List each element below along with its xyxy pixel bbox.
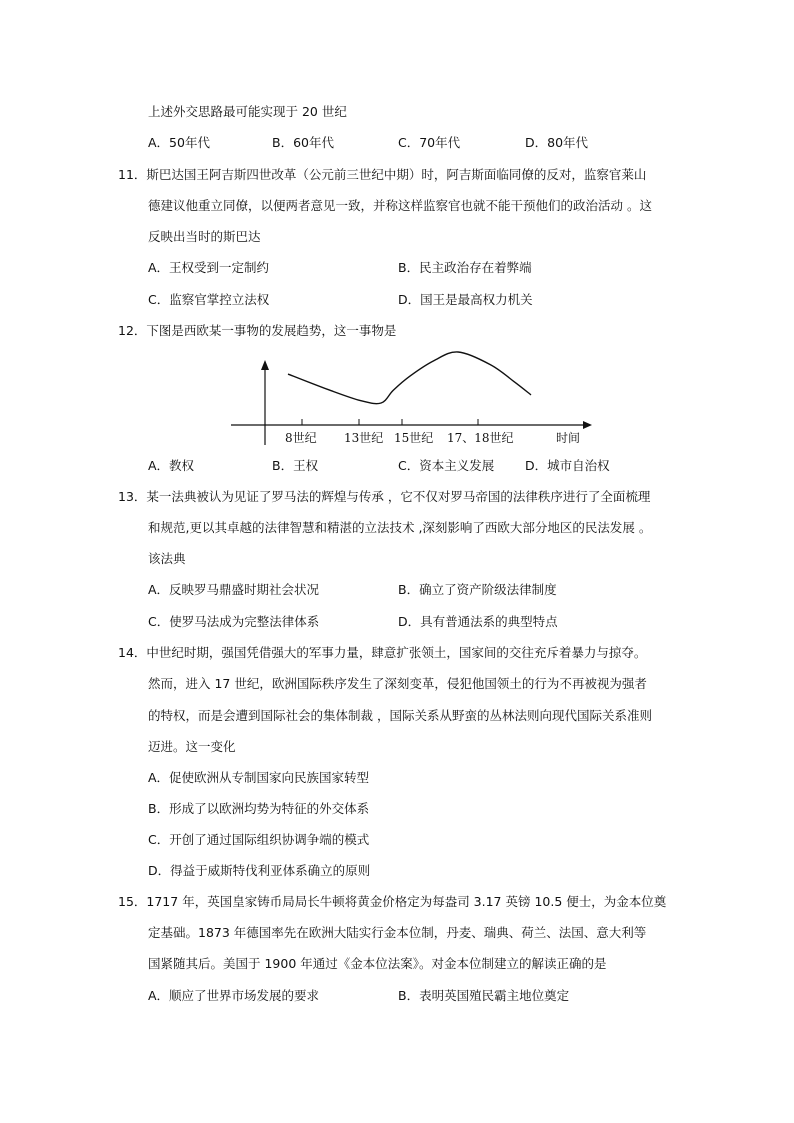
series-line bbox=[288, 352, 531, 404]
q11-stem-line-1: 11．斯巴达国王阿吉斯四世改革（公元前三世纪中期）时，阿吉斯面临同僚的反对，监察官莱山 bbox=[118, 167, 647, 182]
q13-option-a: A．反映罗马鼎盛时期社会状况 bbox=[148, 582, 320, 597]
q15-stem-line-1: 15．1717 年，英国皇家铸币局局长牛顿将黄金价格定为每盎司 3.17 英镑 10.5 便士，为金本位奠 bbox=[118, 894, 667, 909]
chart-ticks bbox=[302, 419, 478, 425]
q13-option-b: B．确立了资产阶级法律制度 bbox=[398, 582, 557, 597]
q11-stem-line-2: 德建议他重立同僚，以便两者意见一致，并称这样监察官也就不能干预他们的政治活动 。这 bbox=[148, 198, 652, 213]
x-tick-label: 17、18世纪 bbox=[447, 431, 514, 445]
q12-option-b: B．王权 bbox=[272, 458, 319, 473]
q12-option-d: D．城市自治权 bbox=[525, 458, 610, 473]
q15-option-a: A．顺应了世界市场发展的要求 bbox=[148, 988, 320, 1003]
q15-option-b: B．表明英国殖民霸主地位奠定 bbox=[398, 988, 570, 1003]
q12-option-a: A．教权 bbox=[148, 458, 195, 473]
q10-option-b: B．60年代 bbox=[272, 135, 334, 150]
q11-option-c: C．监察官掌控立法权 bbox=[148, 292, 270, 307]
q11-option-a: A．王权受到一定制约 bbox=[148, 260, 270, 275]
x-tick-label: 8世纪 bbox=[285, 431, 317, 445]
x-tick-label: 15世纪 bbox=[394, 431, 434, 445]
y-axis-arrow bbox=[261, 360, 269, 370]
q14-stem-line-2: 然而，进入 17 世纪，欧洲国际秩序发生了深刻变革，侵犯他国领土的行为不再被视为强者 bbox=[148, 676, 647, 691]
q14-stem-line-1: 14．中世纪时期，强国凭借强大的军事力量，肆意扩张领土，国家间的交往充斥着暴力与掠夺。 bbox=[118, 645, 647, 660]
q14-option-d: D．得益于威斯特伐利亚体系确立的原则 bbox=[148, 863, 371, 878]
q10-option-d: D．80年代 bbox=[525, 135, 589, 150]
q13-option-c: C．使罗马法成为完整法律体系 bbox=[148, 614, 320, 629]
q13-stem-line-3: 该法典 bbox=[148, 551, 186, 566]
q14-option-c: C．开创了通过国际组织协调争端的模式 bbox=[148, 832, 370, 847]
q15-stem-line-2: 定基础。1873 年德国率先在欧洲大陆实行金本位制，丹麦、瑞典、荷兰、法国、意大利等 bbox=[148, 925, 647, 940]
q11-stem-line-3: 反映出当时的斯巴达 bbox=[148, 229, 261, 244]
x-axis-arrow bbox=[583, 421, 592, 429]
q10-option-c: C．70年代 bbox=[398, 135, 461, 150]
chart-axes bbox=[231, 360, 592, 445]
q11-option-b: B．民主政治存在着弊端 bbox=[398, 260, 532, 275]
q13-stem-line-2: 和规范,更以其卓越的法律智慧和精湛的立法技术 ,深刻影响了西欧大部分地区的民法发展 。 bbox=[148, 520, 652, 535]
q14-stem-line-4: 迈进。这一变化 bbox=[148, 739, 236, 754]
q10-stem-tail: 上述外交思路最可能实现于 20 世纪 bbox=[148, 104, 347, 119]
q13-stem-line-1: 13．某一法典被认为见证了罗马法的辉煌与传承 ，它不仅对罗马帝国的法律秩序进行了全面梳理 bbox=[118, 489, 651, 504]
x-tick-label: 13世纪 bbox=[344, 431, 384, 445]
q10-option-a: A．50年代 bbox=[148, 135, 210, 150]
chart-tick-labels bbox=[285, 430, 514, 445]
q14-option-b: B．形成了以欧洲均势为特征的外交体系 bbox=[148, 801, 370, 816]
q12-option-c: C．资本主义发展 bbox=[398, 458, 495, 473]
q12-stem: 12．下图是西欧某一事物的发展趋势，这一事物是 bbox=[118, 323, 397, 338]
q15-stem-line-3: 国紧随其后。美国于 1900 年通过《金本位法案》。对金本位制建立的解读正确的是 bbox=[148, 956, 607, 971]
q14-stem-line-3: 的特权，而是会遭到国际社会的集体制裁 ，国际关系从野蛮的丛林法则向现代国际关系准则 bbox=[148, 708, 652, 723]
q11-option-d: D．国王是最高权力机关 bbox=[398, 292, 533, 307]
q14-option-a: A．促使欧洲从专制国家向民族国家转型 bbox=[148, 770, 370, 785]
q13-option-d: D．具有普通法系的典型特点 bbox=[398, 614, 558, 629]
x-axis-label: 时间 bbox=[556, 431, 581, 445]
